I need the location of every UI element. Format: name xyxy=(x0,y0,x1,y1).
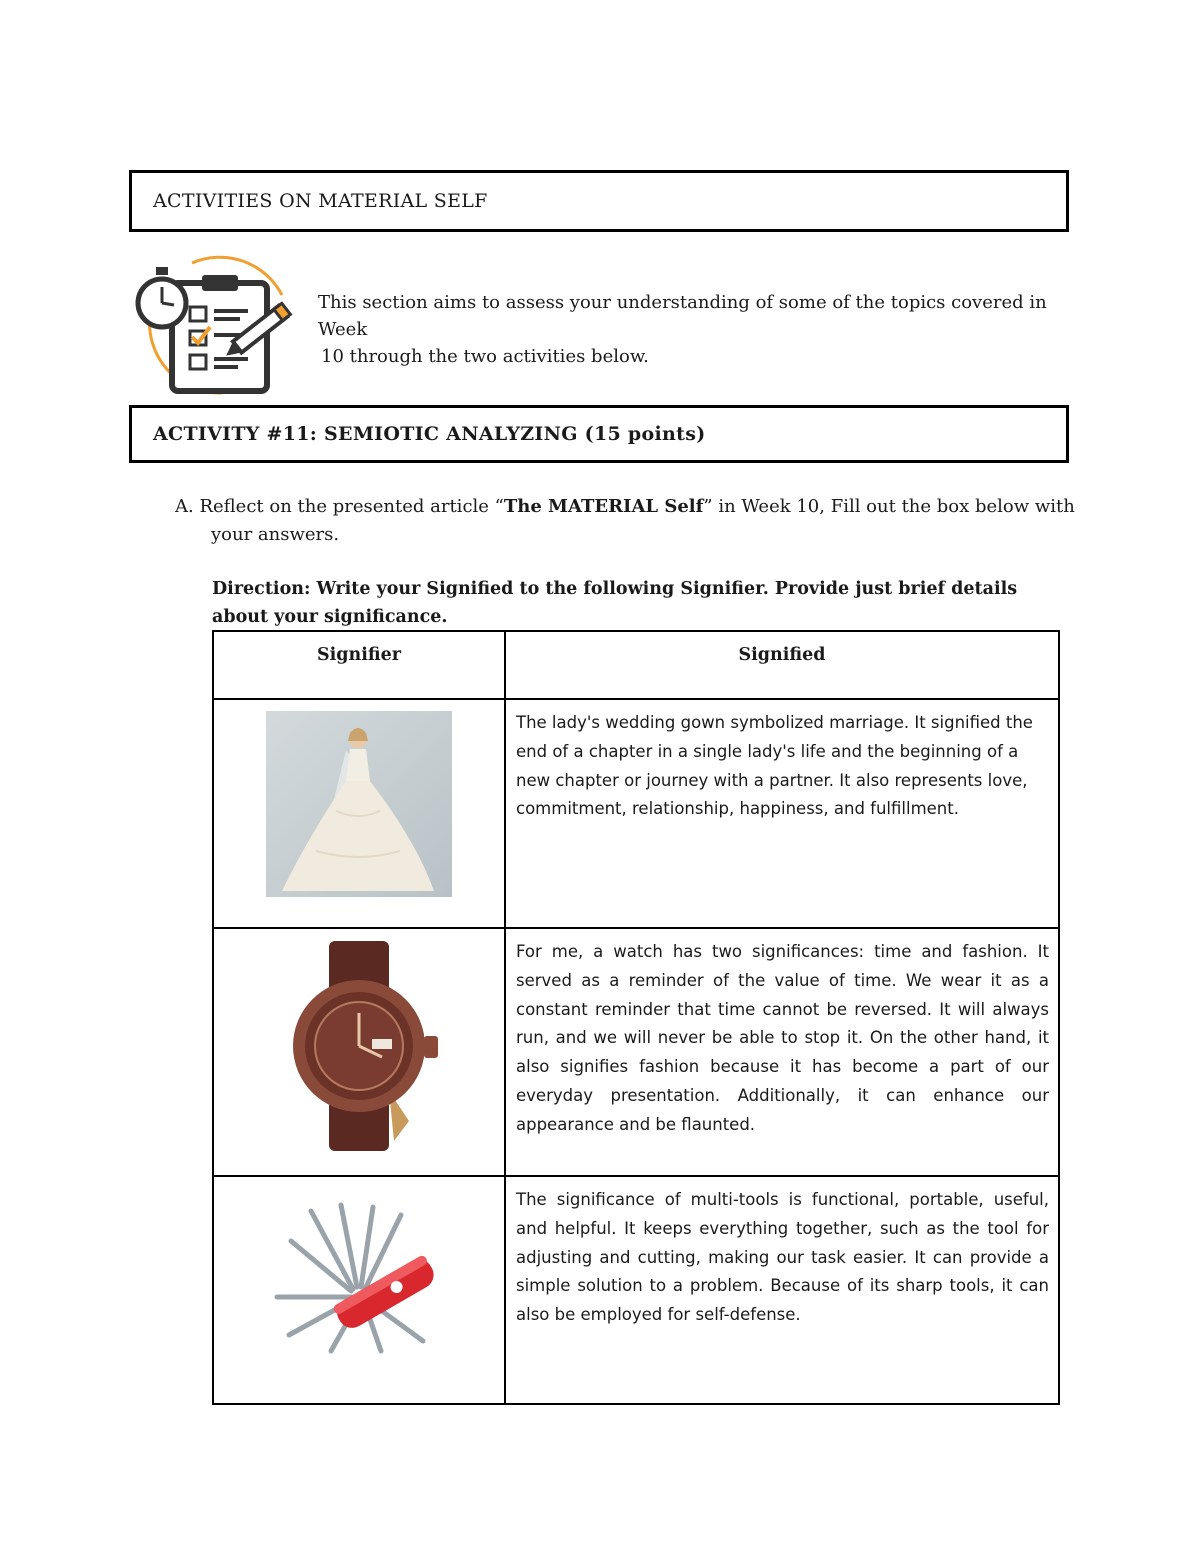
activity-title: ACTIVITY #11: SEMIOTIC ANALYZING (15 points) xyxy=(153,423,706,445)
semiotic-table xyxy=(212,630,1060,1405)
signifier-cell xyxy=(213,928,505,1176)
intro-text xyxy=(318,289,1078,370)
instruction-marker: A. xyxy=(175,496,194,517)
signifier-cell xyxy=(213,699,505,928)
signified-cell xyxy=(505,699,1059,928)
multi-tool-photo-icon xyxy=(271,1201,447,1357)
table-row xyxy=(213,928,1059,1176)
table-row xyxy=(213,1176,1059,1404)
table-header-row xyxy=(213,631,1059,699)
wedding-gown-photo-icon xyxy=(266,711,452,897)
activity-title-box xyxy=(129,405,1069,463)
instruction-post: ” in Week 10, Fill out the box below with xyxy=(703,496,1075,517)
table-row xyxy=(213,699,1059,928)
signified-text: The lady's wedding gown symbolized marriage. It signified the end of a chapter in a single lady's life and the beginning of a new chapter or journey with a partner. It also represents love, commitment, relationship, happiness, and fulfillment. xyxy=(516,713,1033,819)
signified-cell xyxy=(505,1176,1059,1404)
section-title-box xyxy=(129,170,1069,232)
direction-text: Direction: Write your Signified to the following Signifier. Provide just brief details about your significance. xyxy=(212,579,1018,627)
wristwatch-photo-icon xyxy=(274,941,444,1151)
intro-line-2: 10 through the two activities below. xyxy=(321,346,649,367)
header-signified: Signified xyxy=(505,631,1059,699)
article-title: The MATERIAL Self xyxy=(503,496,704,517)
signified-text: The significance of multi-tools is functional, portable, useful, and helpful. It keeps everything together, such as the tool for adjusting and cutting, making our task easier. It can provide a simple solution to a problem. Because of its sharp tools, it can also be employed for self-defense. xyxy=(516,1190,1049,1325)
header-signifier: Signifier xyxy=(213,631,505,699)
signified-text: For me, a watch has two significances: time and fashion. It served as a reminder of the value of time. We wear it as a constant reminder that time cannot be reversed. It will always run, and we will never be able to stop it. On the other hand, it also signifies fashion because it has become a part of our everyday presentation. Additionally, it can enhance our appearance and be flaunted. xyxy=(516,942,1049,1134)
signifier-cell xyxy=(213,1176,505,1404)
intro-line-1: This section aims to assess your understanding of some of the topics covered in Week xyxy=(318,292,1047,340)
clipboard-stopwatch-icon xyxy=(132,255,297,397)
instruction-item xyxy=(175,493,1075,549)
signified-cell xyxy=(505,928,1059,1176)
instruction-line-2: your answers. xyxy=(211,524,340,545)
instruction-pre: Reflect on the presented article “ xyxy=(199,496,504,517)
section-title: ACTIVITIES ON MATERIAL SELF xyxy=(153,190,488,212)
